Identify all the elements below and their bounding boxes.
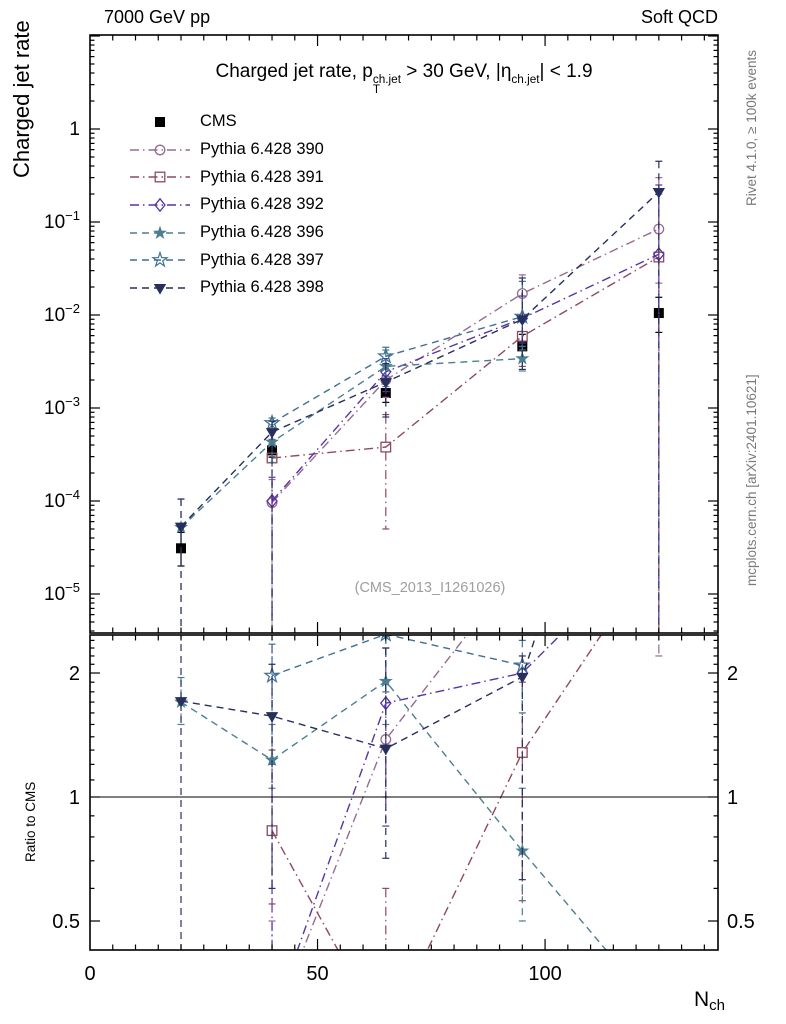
open-square-marker-icon	[128, 168, 192, 186]
legend-item-label: Pythia 6.428 392	[200, 195, 324, 214]
series-p391-main	[267, 194, 663, 687]
series-cms-main	[176, 297, 664, 566]
legend-item-pythia-392	[128, 191, 324, 219]
legend-item-label: Pythia 6.428 390	[200, 140, 324, 159]
svg-text:1: 1	[69, 119, 80, 140]
svg-text:1: 1	[727, 787, 739, 809]
svg-text:0: 0	[84, 963, 96, 985]
y-axis-title-main: Charged jet rate	[9, 20, 34, 178]
svg-text:2: 2	[727, 663, 739, 686]
series-p390-main	[267, 178, 663, 687]
series-p391-ratio	[267, 544, 663, 1024]
legend-item-label: Pythia 6.428 396	[200, 223, 324, 242]
legend-item-cms	[128, 108, 324, 136]
legend-item-pythia-391	[128, 163, 324, 191]
title-text: Charged jet rate, p	[215, 61, 373, 82]
filled-star-marker-icon	[128, 224, 192, 242]
filled-triangle-marker-icon	[128, 279, 192, 297]
svg-text:10−1: $10^{-1}$	[44, 208, 80, 233]
legend-item-label: Pythia 6.428 397	[200, 250, 324, 269]
ratio-panel-series	[174, 257, 666, 1024]
x-axis-title-base: N	[694, 988, 710, 1011]
series-p398-ratio	[175, 257, 665, 1024]
svg-text:100: 100	[528, 963, 562, 985]
header-beam-energy: 7000 GeV pp	[104, 7, 211, 27]
x-axis-title-sub: ch	[709, 997, 726, 1014]
title-text: | < 1.9	[539, 61, 593, 82]
svg-text:10−4: $10^{-4}$	[44, 487, 80, 512]
legend-item-label: Pythia 6.428 398	[200, 278, 324, 297]
open-diamond-marker-icon	[128, 196, 192, 214]
svg-text:0.5: 0.5	[727, 910, 755, 933]
legend-item-pythia-390	[128, 136, 324, 164]
svg-text:50: 50	[306, 963, 329, 985]
open-star-marker-icon	[128, 251, 192, 269]
legend-item-pythia-396	[128, 219, 324, 247]
legend-item-pythia-398	[128, 274, 324, 302]
legend-item-label: CMS	[200, 112, 237, 131]
svg-text:10−2: $10^{-2}$	[44, 301, 80, 326]
svg-text:10−3: $10^{-3}$	[44, 394, 80, 419]
title-text: η	[500, 61, 512, 82]
svg-text:2: 2	[68, 663, 80, 686]
title-subsup: ch.jet T	[372, 73, 401, 97]
legend-item-pythia-397	[128, 246, 324, 274]
ratio-panel-frame	[90, 635, 718, 950]
series-p396-ratio	[174, 637, 666, 1019]
open-circle-marker-icon	[128, 141, 192, 159]
series-p397-main	[265, 281, 529, 456]
series-p392-ratio	[267, 404, 664, 1024]
legend-item-label: Pythia 6.428 391	[200, 167, 324, 186]
y-axis-title-ratio: Ratio to CMS	[23, 781, 38, 862]
x-axis-title	[694, 988, 725, 1014]
mcplots-reference-caption: mcplots.cern.ch [arXiv:2401.10621]	[744, 374, 759, 586]
rivet-version-caption: Rivet 4.1.0, ≥ 100k events	[744, 50, 759, 206]
plot-title	[90, 61, 718, 95]
title-subsup: ch.jet	[511, 73, 540, 87]
analysis-id-watermark: (CMS_2013_I1261026)	[354, 580, 506, 596]
svg-text:1: 1	[68, 787, 80, 809]
svg-text:0.5: 0.5	[52, 910, 80, 933]
legend	[128, 108, 324, 302]
svg-text:10−5: $10^{-5}$	[44, 580, 80, 605]
series-p392-main	[267, 185, 664, 687]
header-process-tag: Soft QCD	[640, 7, 718, 27]
cms-marker-icon	[128, 113, 192, 131]
title-text: > 30 GeV, |	[400, 61, 501, 82]
